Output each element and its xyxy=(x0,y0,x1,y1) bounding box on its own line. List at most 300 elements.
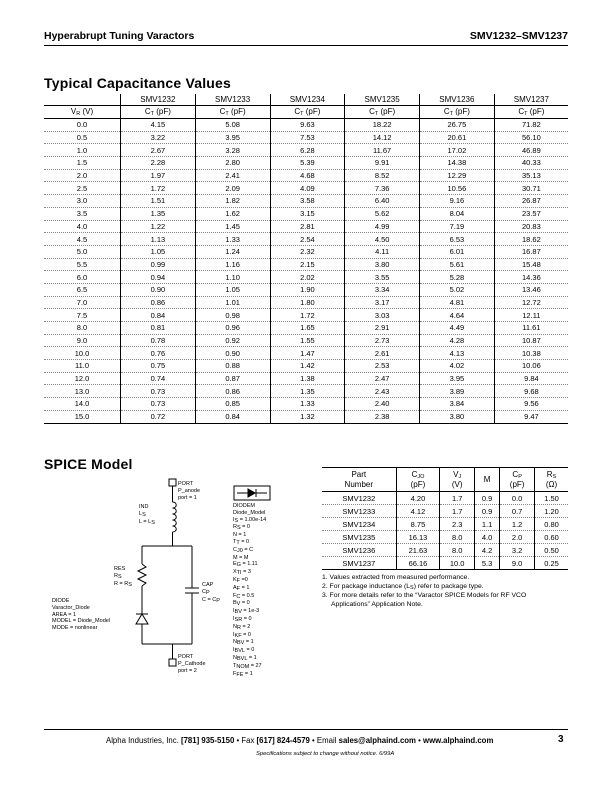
diode-param: $C_{J0} = C$ xyxy=(233,546,254,554)
param-cell: 2.3 xyxy=(440,518,475,531)
ct-header: $C_T$ (pF) xyxy=(270,106,345,119)
vr-cell: 0.5 xyxy=(44,131,121,144)
ct-cell: 3.03 xyxy=(345,309,420,322)
vr-cell: 6.0 xyxy=(44,271,121,284)
param-cell: 8.0 xyxy=(440,544,475,557)
ct-cell: 40.33 xyxy=(494,157,568,170)
ct-cell: 1.42 xyxy=(270,360,345,373)
param-cell: 1.7 xyxy=(440,505,475,518)
param-cell: 1.20 xyxy=(534,505,568,518)
ct-cell: 3.80 xyxy=(420,410,495,423)
vr-cell: 15.0 xyxy=(44,410,121,423)
table-row xyxy=(322,557,568,570)
ct-cell: 4.28 xyxy=(420,334,495,347)
ct-cell: 2.38 xyxy=(345,410,420,423)
param-cell: 1.50 xyxy=(534,492,568,505)
ct-cell: 0.88 xyxy=(195,360,270,373)
ct-cell: 3.95 xyxy=(420,372,495,385)
ct-cell: 1.80 xyxy=(270,296,345,309)
ct-cell: 2.47 xyxy=(345,372,420,385)
diode-param: $K_F =0$ xyxy=(233,576,248,584)
ct-cell: 3.28 xyxy=(195,144,270,157)
param-cell: 9.0 xyxy=(500,557,535,570)
table-row xyxy=(44,258,568,271)
vr-cell: 1.0 xyxy=(44,144,121,157)
part-number-cell: SMV1234 xyxy=(322,518,396,531)
param-cell: 8.75 xyxy=(396,518,440,531)
part-number-cell: SMV1236 xyxy=(322,544,396,557)
ct-cell: 14.38 xyxy=(420,157,495,170)
param-cell: 4.0 xyxy=(474,531,499,544)
ct-cell: 4.09 xyxy=(270,182,345,195)
ct-cell: 6.40 xyxy=(345,195,420,208)
diode-param: $F_C = 0.5$ xyxy=(233,592,255,600)
ct-cell: 5.61 xyxy=(420,258,495,271)
param-cell: 0.7 xyxy=(500,505,535,518)
ct-cell: 0.84 xyxy=(195,410,270,423)
param-cell: 8.0 xyxy=(440,531,475,544)
ct-cell: 0.85 xyxy=(195,398,270,411)
ct-cell: 9.56 xyxy=(494,398,568,411)
ct-cell: 6.01 xyxy=(420,245,495,258)
param-cell: 10.0 xyxy=(440,557,475,570)
table-row xyxy=(322,505,568,518)
ct-cell: 0.86 xyxy=(195,385,270,398)
capacitor-label: CAP $C_P$ $C = C_P$ xyxy=(202,582,220,604)
ct-cell: 6.53 xyxy=(420,233,495,246)
spice-notes: 1. Values extracted from measured performance. 2. For package inductance $(L_S)$ refer to package type. 3. For more details refer to the “Varactor SPICE Models for RF VCO Applications” Application Note. xyxy=(322,574,527,608)
ct-cell: 12.29 xyxy=(420,169,495,182)
ct-cell: 14.12 xyxy=(345,131,420,144)
table-row xyxy=(44,169,568,182)
diode-param: $N_{BV} = 1$ xyxy=(233,639,254,647)
ct-cell: 1.35 xyxy=(270,385,345,398)
param-cell: 0.0 xyxy=(500,492,535,505)
footer-contact: Alpha Industries, Inc. [781] 935-5150 • Fax [617] 824-4579 • Email sales@alphaind.com • www.alphaind.com xyxy=(106,736,494,745)
spice-col-header: $C_{JO}$ (pF) xyxy=(396,468,440,492)
email-link[interactable]: sales@alphaind.com xyxy=(338,736,416,745)
table-row xyxy=(44,233,568,246)
diode-icon xyxy=(136,614,148,624)
ct-cell: 1.01 xyxy=(195,296,270,309)
param-cell: 0.9 xyxy=(474,505,499,518)
diode-param: $T_{NOM} = 27$ xyxy=(233,662,262,670)
table-row xyxy=(44,245,568,258)
ct-cell: 6.28 xyxy=(270,144,345,157)
ct-cell: 9.63 xyxy=(270,119,345,132)
table-row xyxy=(44,207,568,220)
ct-cell: 2.41 xyxy=(195,169,270,182)
table-row xyxy=(44,385,568,398)
ct-cell: 0.92 xyxy=(195,334,270,347)
ct-cell: 0.73 xyxy=(121,398,196,411)
inductor-label: IND $L_S$ $L = L_S$ xyxy=(139,504,155,526)
inductor-icon xyxy=(173,502,177,532)
ct-cell: 1.05 xyxy=(121,245,196,258)
ct-cell: 4.49 xyxy=(420,322,495,335)
param-cell: 3.2 xyxy=(500,544,535,557)
table-row xyxy=(44,296,568,309)
ct-cell: 1.24 xyxy=(195,245,270,258)
ct-cell: 0.99 xyxy=(121,258,196,271)
ct-cell: 10.38 xyxy=(494,347,568,360)
port-anode-icon xyxy=(169,479,176,486)
part-header: SMV1237 xyxy=(494,94,568,106)
port-cathode-label: PORT P_Cathode port = 2 xyxy=(178,654,206,674)
ct-cell: 35.13 xyxy=(494,169,568,182)
ct-cell: 1.51 xyxy=(121,195,196,208)
spice-section-title: SPICE Model xyxy=(44,456,133,472)
param-cell: 4.2 xyxy=(474,544,499,557)
param-cell: 21.63 xyxy=(396,544,440,557)
diode-param: M = M xyxy=(233,554,249,561)
spice-col-header: M xyxy=(474,468,499,492)
ct-cell: 2.73 xyxy=(345,334,420,347)
ct-cell: 3.15 xyxy=(270,207,345,220)
ct-cell: 4.64 xyxy=(420,309,495,322)
ct-cell: 3.55 xyxy=(345,271,420,284)
ct-cell: 1.97 xyxy=(121,169,196,182)
table-row xyxy=(44,398,568,411)
ct-cell: 4.81 xyxy=(420,296,495,309)
ct-cell: 2.28 xyxy=(121,157,196,170)
ct-cell: 1.13 xyxy=(121,233,196,246)
ct-cell: 2.91 xyxy=(345,322,420,335)
ct-cell: 16.87 xyxy=(494,245,568,258)
diode-param: $I_{SR} = 0$ xyxy=(233,615,252,623)
param-cell: 5.3 xyxy=(474,557,499,570)
table-row xyxy=(44,372,568,385)
table-row xyxy=(44,195,568,208)
ct-cell: 1.05 xyxy=(195,283,270,296)
table-row xyxy=(322,492,568,505)
ct-cell: 3.89 xyxy=(420,385,495,398)
ct-cell: 9.84 xyxy=(494,372,568,385)
part-number-cell: SMV1235 xyxy=(322,531,396,544)
ct-cell: 56.10 xyxy=(494,131,568,144)
param-cell: 0.80 xyxy=(534,518,568,531)
ct-cell: 1.62 xyxy=(195,207,270,220)
vr-cell: 0.0 xyxy=(44,119,121,132)
table-row xyxy=(44,182,568,195)
ct-cell: 1.32 xyxy=(270,410,345,423)
ct-cell: 0.75 xyxy=(121,360,196,373)
header-rule xyxy=(44,45,568,46)
diode-model-params: DIODEM Diode_Model $I_S = 1.00e-14$ $R_S = 0$ N = 1 $T_T = 0$ $C_{J0} = C$ M = M $E_G = 1.11$ $X_{TI} = 3$ $K_F =0$ $A_F = 1$ $F_C = 0.5$ $B_V = 0$ $I_{BV} = 1e-3$ $I_{SR} = 0$ $N_R = 2$ $I_{KF} = 0$ $N_{BV} = 1$ $I_{BVL} = 0$ $N_{BVL} = 1$ $T_{NOM} = 27$ $F_{FE} = 1$ xyxy=(233,503,267,678)
ct-cell: 1.33 xyxy=(195,233,270,246)
ct-cell: 20.83 xyxy=(494,220,568,233)
ct-cell: 12.11 xyxy=(494,309,568,322)
vr-cell: 7.0 xyxy=(44,296,121,309)
table-row xyxy=(44,144,568,157)
ct-cell: 23.57 xyxy=(494,207,568,220)
ct-cell: 18.22 xyxy=(345,119,420,132)
ct-cell: 1.82 xyxy=(195,195,270,208)
ct-cell: 9.47 xyxy=(494,410,568,423)
ct-cell: 46.89 xyxy=(494,144,568,157)
ct-cell: 10.56 xyxy=(420,182,495,195)
ct-cell: 5.02 xyxy=(420,283,495,296)
diode-param: $A_F = 1$ xyxy=(233,584,250,592)
table-row xyxy=(44,220,568,233)
vr-cell: 4.0 xyxy=(44,220,121,233)
ct-cell: 1.90 xyxy=(270,283,345,296)
param-cell: 1.2 xyxy=(500,518,535,531)
diode-param: $E_G = 1.11$ xyxy=(233,561,258,569)
ct-cell: 14.36 xyxy=(494,271,568,284)
ct-cell: 2.80 xyxy=(195,157,270,170)
table-row xyxy=(44,360,568,373)
spice-col-header: $V_J$ (V) xyxy=(440,468,475,492)
ct-cell: 0.98 xyxy=(195,309,270,322)
ct-cell: 8.04 xyxy=(420,207,495,220)
header-part-range: SMV1232–SMV1237 xyxy=(469,30,568,42)
ct-cell: 10.87 xyxy=(494,334,568,347)
ct-cell: 0.74 xyxy=(121,372,196,385)
ct-cell: 3.17 xyxy=(345,296,420,309)
param-cell: 1.7 xyxy=(440,492,475,505)
ct-cell: 3.80 xyxy=(345,258,420,271)
ct-cell: 10.06 xyxy=(494,360,568,373)
vr-cell: 9.0 xyxy=(44,334,121,347)
ct-cell: 2.54 xyxy=(270,233,345,246)
vr-cell: 14.0 xyxy=(44,398,121,411)
ct-cell: 4.02 xyxy=(420,360,495,373)
ct-cell: 2.81 xyxy=(270,220,345,233)
ct-cell: 18.62 xyxy=(494,233,568,246)
ct-cell: 1.35 xyxy=(121,207,196,220)
vr-cell: 5.5 xyxy=(44,258,121,271)
ct-cell: 7.53 xyxy=(270,131,345,144)
ct-cell: 0.87 xyxy=(195,372,270,385)
param-cell: 1.1 xyxy=(474,518,499,531)
ct-cell: 9.91 xyxy=(345,157,420,170)
param-cell: 0.25 xyxy=(534,557,568,570)
table-row xyxy=(44,309,568,322)
ct-header: $C_T$ (pF) xyxy=(494,106,568,119)
diode-param: $I_{BVL} = 0$ xyxy=(233,647,255,655)
diode-param: $T_T = 0$ xyxy=(233,538,250,546)
vr-cell: 1.5 xyxy=(44,157,121,170)
table-row xyxy=(44,347,568,360)
part-header: SMV1233 xyxy=(195,94,270,106)
param-cell: 66.16 xyxy=(396,557,440,570)
vr-cell: 12.0 xyxy=(44,372,121,385)
ct-cell: 1.22 xyxy=(121,220,196,233)
vr-cell: 7.5 xyxy=(44,309,121,322)
spice-col-header: $R_S$ (Ω) xyxy=(534,468,568,492)
ct-cell: 3.84 xyxy=(420,398,495,411)
diode-param: $N_{BVL} = 1$ xyxy=(233,654,257,662)
ct-cell: 0.72 xyxy=(121,410,196,423)
table-row xyxy=(322,544,568,557)
ct-cell: 9.16 xyxy=(420,195,495,208)
part-header: SMV1235 xyxy=(345,94,420,106)
ct-cell: 0.73 xyxy=(121,385,196,398)
ct-cell: 9.68 xyxy=(494,385,568,398)
ct-cell: 2.53 xyxy=(345,360,420,373)
vr-cell: 3.5 xyxy=(44,207,121,220)
ct-cell: 0.81 xyxy=(121,322,196,335)
ct-cell: 2.43 xyxy=(345,385,420,398)
ct-cell: 4.99 xyxy=(345,220,420,233)
param-cell: 4.20 xyxy=(396,492,440,505)
vr-cell: 6.5 xyxy=(44,283,121,296)
table-row xyxy=(44,119,568,132)
part-number-cell: SMV1237 xyxy=(322,557,396,570)
diode-label: DIODE Varactor_Diode AREA = 1 MODEL = Diode_Model MODE = nonlinear xyxy=(52,598,111,632)
ct-cell: 5.39 xyxy=(270,157,345,170)
vr-cell: 3.0 xyxy=(44,195,121,208)
diode-param: $I_S = 1.00e-14$ xyxy=(233,516,267,524)
diode-param: N = 1 xyxy=(233,532,247,539)
ct-cell: 2.09 xyxy=(195,182,270,195)
spec-notice: Specifications subject to change without notice. 6/99A xyxy=(256,751,395,757)
ct-cell: 2.40 xyxy=(345,398,420,411)
ct-cell: 0.90 xyxy=(195,347,270,360)
ct-cell: 1.33 xyxy=(270,398,345,411)
footer-rule xyxy=(44,729,568,730)
table-row xyxy=(44,322,568,335)
table-row xyxy=(44,271,568,284)
ct-cell: 2.32 xyxy=(270,245,345,258)
ct-cell: 7.36 xyxy=(345,182,420,195)
param-cell: 16.13 xyxy=(396,531,440,544)
ct-cell: 17.02 xyxy=(420,144,495,157)
ct-cell: 4.13 xyxy=(420,347,495,360)
ct-cell: 0.84 xyxy=(121,309,196,322)
ct-header: $C_T$ (pF) xyxy=(195,106,270,119)
param-cell: 4.12 xyxy=(396,505,440,518)
table-row xyxy=(322,518,568,531)
capacitance-table xyxy=(44,94,568,424)
part-header: SMV1236 xyxy=(420,94,495,106)
part-number-cell: SMV1233 xyxy=(322,505,396,518)
diode-param: $X_{TI} = 3$ xyxy=(233,569,251,577)
ct-cell: 11.61 xyxy=(494,322,568,335)
param-cell: 2.0 xyxy=(500,531,535,544)
vr-cell: 2.5 xyxy=(44,182,121,195)
table-row xyxy=(44,157,568,170)
ct-cell: 1.45 xyxy=(195,220,270,233)
ct-header: $C_T$ (pF) xyxy=(420,106,495,119)
ct-cell: 0.76 xyxy=(121,347,196,360)
ct-cell: 4.11 xyxy=(345,245,420,258)
ct-header: $C_T$ (pF) xyxy=(345,106,420,119)
ct-cell: 11.67 xyxy=(345,144,420,157)
param-cell: 0.50 xyxy=(534,544,568,557)
table-row xyxy=(44,334,568,347)
ct-cell: 1.55 xyxy=(270,334,345,347)
capacitance-section-title: Typical Capacitance Values xyxy=(44,75,232,91)
ct-cell: 8.52 xyxy=(345,169,420,182)
diode-param: $B_V = 0$ xyxy=(233,600,250,608)
ct-cell: 71.82 xyxy=(494,119,568,132)
spice-parameter-table xyxy=(322,467,568,570)
ct-cell: 26.75 xyxy=(420,119,495,132)
ct-header: $C_T$ (pF) xyxy=(121,106,196,119)
vr-cell: 4.5 xyxy=(44,233,121,246)
ct-cell: 2.02 xyxy=(270,271,345,284)
ct-cell: 12.72 xyxy=(494,296,568,309)
part-number-cell: SMV1232 xyxy=(322,492,396,505)
table-row xyxy=(322,531,568,544)
ct-cell: 1.65 xyxy=(270,322,345,335)
param-cell: 0.60 xyxy=(534,531,568,544)
ct-cell: 3.95 xyxy=(195,131,270,144)
ct-cell: 0.94 xyxy=(121,271,196,284)
vr-cell: 11.0 xyxy=(44,360,121,373)
part-header: SMV1234 xyxy=(270,94,345,106)
ct-cell: 0.96 xyxy=(195,322,270,335)
ct-cell: 4.68 xyxy=(270,169,345,182)
vr-cell: 10.0 xyxy=(44,347,121,360)
vr-cell: 8.0 xyxy=(44,322,121,335)
ct-cell: 4.50 xyxy=(345,233,420,246)
ct-cell: 1.16 xyxy=(195,258,270,271)
vr-cell: 13.0 xyxy=(44,385,121,398)
ct-cell: 15.48 xyxy=(494,258,568,271)
resistor-icon xyxy=(138,564,146,586)
table-row xyxy=(44,410,568,423)
spice-col-header: $C_P$ (pF) xyxy=(500,468,535,492)
ct-cell: 30.71 xyxy=(494,182,568,195)
ct-cell: 2.15 xyxy=(270,258,345,271)
page-number: 3 xyxy=(558,734,564,745)
website-link[interactable]: www.alphaind.com xyxy=(423,736,494,745)
diode-param: $I_{BV} = 1e-3$ xyxy=(233,608,260,616)
ct-cell: 3.58 xyxy=(270,195,345,208)
resistor-label: RES $R_S$ $R = R_S$ xyxy=(114,566,132,588)
table-row xyxy=(44,131,568,144)
ct-cell: 1.72 xyxy=(121,182,196,195)
diode-param: $N_R = 2$ xyxy=(233,623,251,631)
diode-param: $I_{KF} = 0$ xyxy=(233,631,251,639)
ct-cell: 1.47 xyxy=(270,347,345,360)
vr-cell: 2.0 xyxy=(44,169,121,182)
port-anode-label: PORT P_anode port = 1 xyxy=(178,481,201,501)
header-title: Hyperabrupt Tuning Varactors xyxy=(44,30,195,42)
ct-cell: 20.61 xyxy=(420,131,495,144)
ct-cell: 0.78 xyxy=(121,334,196,347)
ct-cell: 3.34 xyxy=(345,283,420,296)
table-row xyxy=(44,283,568,296)
spice-col-header: Part Number xyxy=(322,468,396,492)
ct-cell: 0.86 xyxy=(121,296,196,309)
vr-cell: 5.0 xyxy=(44,245,121,258)
ct-cell: 1.38 xyxy=(270,372,345,385)
diode-param: $F_{FE} = 1$ xyxy=(233,670,253,678)
ct-cell: 13.46 xyxy=(494,283,568,296)
port-cathode-icon xyxy=(169,659,176,666)
ct-cell: 0.90 xyxy=(121,283,196,296)
ct-cell: 2.61 xyxy=(345,347,420,360)
ct-cell: 1.72 xyxy=(270,309,345,322)
ct-cell: 4.15 xyxy=(121,119,196,132)
ct-cell: 3.22 xyxy=(121,131,196,144)
vr-header: $V_R$ (V) xyxy=(44,106,121,119)
ct-cell: 1.10 xyxy=(195,271,270,284)
ct-cell: 7.19 xyxy=(420,220,495,233)
ct-cell: 2.67 xyxy=(121,144,196,157)
ct-cell: 5.08 xyxy=(195,119,270,132)
diode-param: $R_S = 0$ xyxy=(233,524,250,532)
part-header: SMV1232 xyxy=(121,94,196,106)
ct-cell: 5.62 xyxy=(345,207,420,220)
ct-cell: 5.28 xyxy=(420,271,495,284)
ct-cell: 26.87 xyxy=(494,195,568,208)
param-cell: 0.9 xyxy=(474,492,499,505)
